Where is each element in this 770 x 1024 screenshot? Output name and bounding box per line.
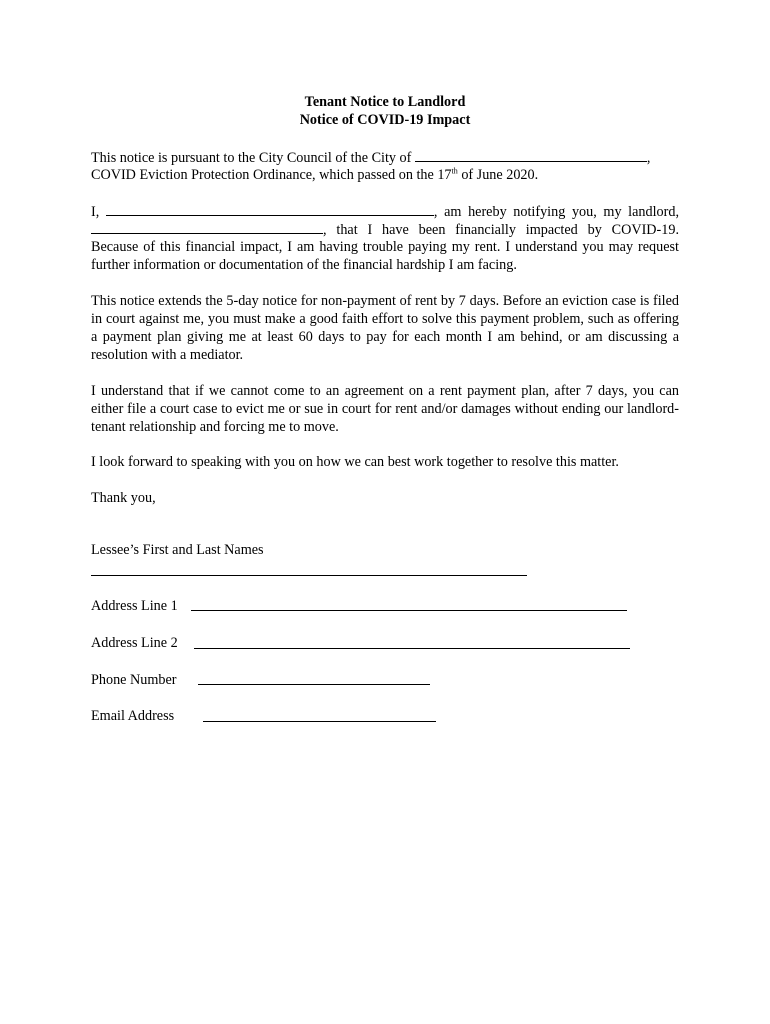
address-line-2-line[interactable]: [194, 648, 630, 649]
closing-text: Thank you,: [91, 490, 156, 506]
paragraph-closing-remark: I look forward to speaking with you on how we can best work together to resolve this matter.: [91, 454, 619, 470]
document-subtitle: Notice of COVID-19 Impact: [299, 112, 471, 128]
landlord-name-blank[interactable]: [91, 220, 323, 234]
address-line-1-line[interactable]: [191, 610, 627, 611]
paragraph-notification: I, , am hereby notifying you, my landlord, , that I have been financially impacted by COVID-19. Because of this financial impact, I am having trouble paying my rent. I understand you may request further information or documentation of the financial hardship I am facing.: [91, 204, 679, 273]
lessee-name-label: Lessee’s First and Last Names: [91, 542, 264, 558]
lessee-name-line[interactable]: [91, 575, 527, 576]
tenant-name-blank[interactable]: [106, 202, 434, 216]
phone-number-line[interactable]: [198, 684, 430, 685]
city-blank[interactable]: [415, 148, 647, 162]
address-line-1-label: Address Line 1: [91, 598, 178, 614]
email-address-line[interactable]: [203, 721, 436, 722]
document-title: Tenant Notice to Landlord: [304, 94, 466, 110]
email-address-label: Email Address: [91, 708, 175, 724]
paragraph-consequences: I understand that if we cannot come to an agreement on a rent payment plan, after 7 days, you can either file a court case to evict me or sue in court for rent and/or damages without ending our landlord-tenant relationship and forcing me to move.: [91, 383, 679, 435]
phone-number-label: Phone Number: [91, 672, 177, 688]
paragraph-ordinance: This notice is pursuant to the City Council of the City of , COVID Eviction Protection Ordinance, which passed on the 17th of June 2020.: [91, 150, 651, 183]
paragraph-extension: This notice extends the 5-day notice for non-payment of rent by 7 days. Before an eviction case is filed in court against me, you must make a good faith effort to solve this payment problem, such as offering a payment plan giving me at least 60 days to pay for each month I am behind, or am discussing a resolution with a mediator.: [91, 293, 679, 363]
address-line-2-label: Address Line 2: [91, 635, 178, 651]
